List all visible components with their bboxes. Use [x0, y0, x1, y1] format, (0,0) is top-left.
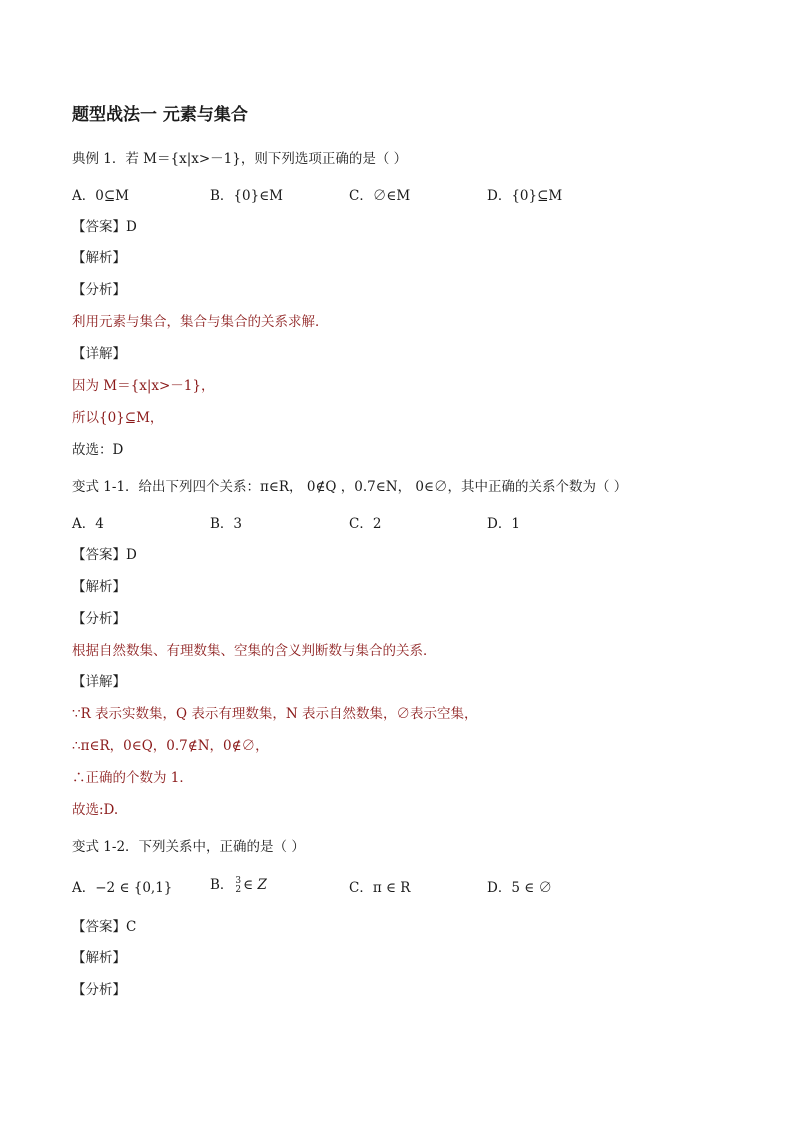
ex2-fenxi-label: 【分析】	[72, 611, 126, 627]
ex2-option-b: B．3	[210, 516, 243, 532]
ex3-option-c: C．π ∈ R	[349, 880, 411, 896]
ex2-detail-line-3: ∴正确的个数为 1．	[72, 770, 193, 786]
answer-value: D	[126, 219, 137, 235]
option-b-suffix: ∈ Z	[243, 877, 267, 893]
ex3-analysis-label: 【解析】	[72, 950, 126, 966]
answer-label: 【答案】	[72, 547, 126, 563]
ex1-detail-line-2: 所以{0}⊆M，	[72, 410, 164, 426]
fraction-numerator: 3	[235, 875, 242, 886]
ex3-option-b	[210, 875, 267, 895]
ex2-options	[72, 514, 692, 534]
ex1-option-d: D．{0}⊆M	[487, 188, 563, 204]
ex1-option-b: B．{0}∈M	[210, 188, 284, 204]
ex2-detail-label: 【详解】	[72, 674, 126, 690]
ex2-fenxi-text: 根据自然数集、有理数集、空集的含义判断数与集合的关系．	[72, 643, 437, 659]
ex1-analysis-label: 【解析】	[72, 250, 126, 266]
ex2-option-a: A．4	[72, 516, 104, 532]
ex2-detail-line-2: ∴π∈R，0∈Q，0.7∉N，0∉∅，	[72, 738, 269, 754]
ex1-fenxi-text: 利用元素与集合，集合与集合的关系求解．	[72, 314, 329, 330]
ex1-answer	[72, 217, 137, 237]
ex3-answer	[72, 917, 136, 937]
ex2-option-d: D．1	[487, 516, 520, 532]
answer-label: 【答案】	[72, 219, 126, 235]
fraction-denominator: 2	[235, 884, 242, 895]
ex1-option-a: A．0⊆M	[72, 188, 129, 204]
ex3-option-a: A．−2 ∈ {0,1}	[72, 880, 173, 896]
option-b-prefix: B．	[210, 877, 234, 893]
ex3-stem: 变式 1-2．下列关系中，正确的是（ ）	[72, 839, 305, 855]
fraction-3-over-2	[235, 877, 241, 895]
ex3-option-d: D．5 ∈ ∅	[487, 880, 552, 896]
ex1-fenxi-label: 【分析】	[72, 282, 126, 298]
ex1-detail-line-1: 因为 M＝{x|x>－1}，	[72, 378, 215, 394]
ex3-fenxi-label: 【分析】	[72, 982, 126, 998]
ex1-option-c: C．∅∈M	[349, 188, 411, 204]
ex2-analysis-label: 【解析】	[72, 579, 126, 595]
answer-value: C	[126, 919, 137, 935]
ex2-answer	[72, 545, 137, 565]
ex1-detail-label: 【详解】	[72, 346, 126, 362]
ex2-stem: 变式 1-1．给出下列四个关系：π∈R， 0∉Q ，0.7∈N， 0∈∅，其中正确的关系个数为（ ）	[72, 479, 628, 495]
ex2-conclusion: 故选:D.	[72, 802, 119, 818]
ex1-stem: 典例 1．若 M＝{x|x>－1}，则下列选项正确的是（ ）	[72, 151, 408, 167]
section-heading: 题型战法一 元素与集合	[72, 105, 248, 125]
ex2-option-c: C．2	[349, 516, 382, 532]
answer-value: D	[126, 547, 137, 563]
ex1-options	[72, 186, 692, 206]
ex2-detail-line-1: ∵R 表示实数集，Q 表示有理数集，N 表示自然数集，∅表示空集，	[72, 706, 478, 722]
ex1-conclusion: 故选：D	[72, 442, 124, 458]
answer-label: 【答案】	[72, 919, 126, 935]
ex3-options	[72, 875, 692, 902]
